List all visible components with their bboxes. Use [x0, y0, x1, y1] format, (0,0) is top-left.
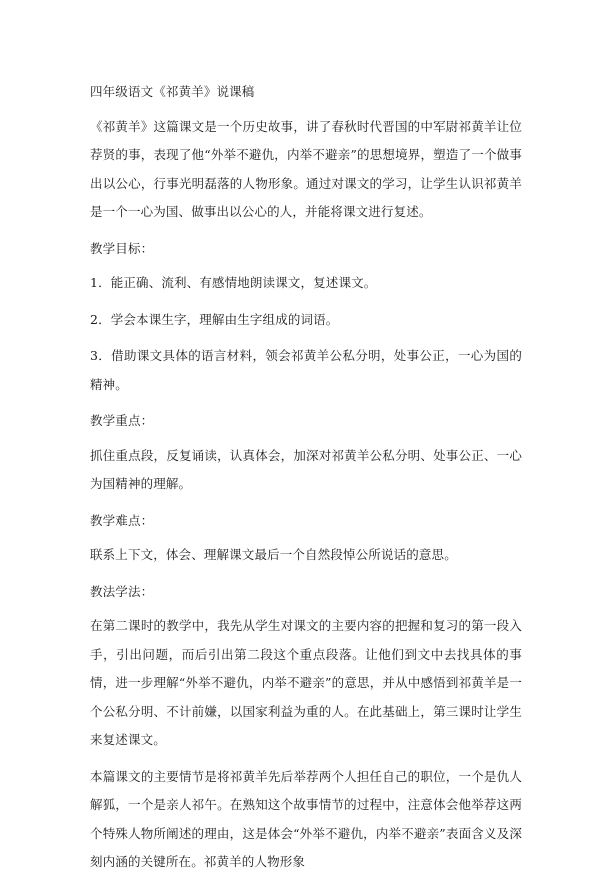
goal-item: 3．借助课文具体的语言材料，领会祁黄羊公私分明，处事公正，一心为国的精神。 [90, 348, 522, 392]
goal-item: 1．能正确、流利、有感情地朗读课文，复述课文。 [90, 275, 377, 290]
key-points-heading: 教学重点： [90, 413, 154, 428]
document-page [90, 78, 522, 885]
intro-paragraph: 《祁黄羊》这篇课文是一个历史故事，讲了春秋时代晋国的中军尉祁黄羊让位荐贤的事，表现了他“外举不避仇，内举不避亲”的思想境界，塑造了一个做事出以公心，行事光明磊落的人物形象。通过对课文的学习，让学生认识祁黄羊是一个一心为国、做事出以公心的人，并能将课文进行复述。 [90, 118, 522, 219]
methods-paragraph: 本篇课文的主要情节是将祁黄羊先后举荐两个人担任自己的职位，一个是仇人解狐，一个是亲人祁午。在熟知这个故事情节的过程中，注意体会他举荐这两个特殊人物所阐述的理由，这是体会“外举不避仇，内举不避亲”表面含义及深刻内涵的关键所在。祁黄羊的人物形象 [90, 768, 522, 869]
methods-heading: 教法学法： [90, 583, 154, 599]
document-title: 四年级语文《祁黄羊》说课稿 [90, 84, 255, 99]
difficulties-paragraph: 联系上下文，体会、理解课文最后一个自然段悼公所说话的意思。 [90, 547, 457, 562]
goal-item: 2．学会本课生字，理解由生字组成的词语。 [90, 311, 339, 327]
key-points-paragraph: 抓住重点段，反复诵读，认真体会，加深对祁黄羊公私分明、处事公正、一心为国精神的理解。 [90, 447, 522, 491]
methods-paragraph: 在第二课时的教学中，我先从学生对课文的主要内容的把握和复习的第一段入手，引出问题，而后引出第二段这个重点段落。让他们到文中去找具体的事情，进一步理解“外举不避仇，内举不避亲”的意思，并从中感悟到祁黄羊是一个公私分明、不计前嫌，以国家利益为重的人。在此基础上，第三课时让学生来复述课文。 [90, 618, 522, 747]
goals-heading: 教学目标： [90, 240, 154, 256]
difficulties-heading: 教学难点： [90, 512, 154, 528]
